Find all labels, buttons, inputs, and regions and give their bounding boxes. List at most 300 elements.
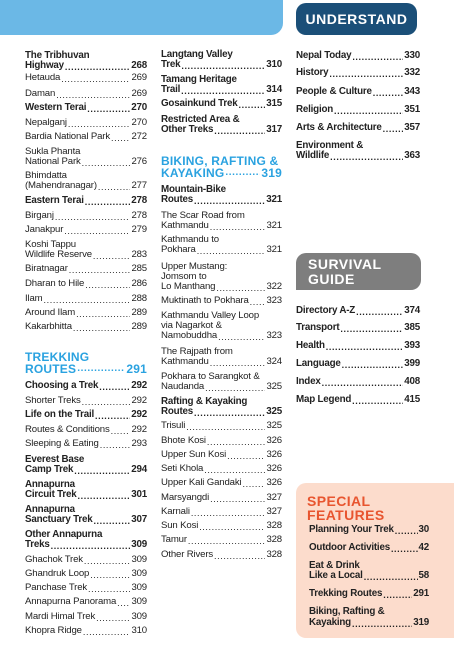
- toc-entry[interactable]: [25, 626, 147, 637]
- page-number: 385: [404, 322, 420, 333]
- toc-entry[interactable]: [25, 597, 147, 608]
- page-number: 277: [131, 180, 147, 191]
- toc-entry[interactable]: [25, 250, 147, 261]
- dot-leader: [194, 408, 265, 418]
- dot-leader: [85, 280, 130, 290]
- entry-label: Karnali: [161, 506, 190, 517]
- toc-entry[interactable]: [161, 221, 282, 232]
- entry-label: Birganj: [25, 210, 54, 221]
- entry-label: Ghachok Trek: [25, 554, 83, 565]
- toc-entry[interactable]: [161, 407, 282, 418]
- page-number: 326: [266, 435, 282, 446]
- dot-leader: [74, 466, 130, 476]
- toc-entry[interactable]: [309, 618, 429, 629]
- dot-leader: [199, 522, 265, 532]
- entry-label: Western Terai: [25, 102, 87, 113]
- page-number: 309: [131, 611, 147, 622]
- toc-entry[interactable]: [296, 51, 420, 62]
- page-number: 288: [131, 293, 147, 304]
- page-number: 323: [266, 330, 282, 341]
- page-number: 326: [266, 477, 282, 488]
- section-title-line2: ROUTES: [25, 362, 77, 376]
- entry-label: Trisuli: [161, 420, 186, 431]
- entry-label: Koshi Tappu: [25, 239, 76, 250]
- toc-entry[interactable]: [296, 123, 420, 134]
- toc-entry[interactable]: [25, 211, 147, 222]
- entry-label: People & Culture: [296, 86, 372, 97]
- toc-entry[interactable]: [161, 535, 282, 546]
- toc-entry[interactable]: [296, 151, 420, 162]
- toc-entry[interactable]: [25, 396, 147, 407]
- page-number: 328: [266, 549, 282, 560]
- entry-label: (Mahendranagar): [25, 180, 97, 191]
- page-number: 408: [404, 376, 420, 387]
- page-number: 272: [131, 131, 147, 142]
- page-number: 42: [418, 542, 429, 553]
- dot-leader: [69, 265, 131, 275]
- page-number: 325: [266, 420, 282, 431]
- entry-label: Biratnagar: [25, 263, 68, 274]
- entry-label: Annapurna: [25, 504, 75, 515]
- entry-label: Pokhara to Sarangkot &: [161, 371, 260, 382]
- page-number: 332: [404, 67, 420, 78]
- entry-label: Language: [296, 358, 341, 369]
- dot-leader: [88, 584, 130, 594]
- page-number: 357: [404, 122, 420, 133]
- special-title-line1: SPECIAL: [307, 493, 371, 509]
- entry-label: Everest Base: [25, 454, 85, 465]
- entry-label: Bhimdatta: [25, 170, 67, 181]
- page-number: 399: [404, 358, 420, 369]
- entry-label: Jomsom to: [161, 271, 207, 282]
- toc-entry[interactable]: [25, 465, 147, 476]
- page-number: 269: [131, 88, 147, 99]
- page-number: 328: [266, 520, 282, 531]
- dot-leader: [352, 396, 403, 406]
- entry-label: Trek: [161, 59, 181, 70]
- page-number: 283: [131, 249, 147, 260]
- entry-label: Kathmandu Valley Loop: [161, 310, 260, 321]
- entry-label: Upper Kali Gandaki: [161, 477, 242, 488]
- page-number: 276: [131, 156, 147, 167]
- toc-entry[interactable]: [296, 377, 420, 388]
- special-title-line2: FEATURES: [307, 507, 385, 523]
- toc-entry[interactable]: [25, 425, 147, 436]
- dot-leader: [210, 358, 266, 368]
- entry-label: Outdoor Activities: [309, 542, 390, 553]
- entry-label: Kathmandu: [161, 220, 209, 231]
- entry-label: Pokhara: [161, 244, 196, 255]
- dot-leader: [56, 90, 130, 100]
- page-number: 278: [131, 195, 147, 206]
- dot-leader: [44, 295, 131, 305]
- toc-entry[interactable]: [161, 550, 282, 561]
- entry-label: Daman: [25, 88, 56, 99]
- page-number: 278: [131, 210, 147, 221]
- dot-leader: [218, 332, 265, 342]
- page-number: 307: [131, 514, 147, 525]
- dot-leader: [96, 613, 130, 623]
- survival-title-line2: GUIDE: [308, 271, 355, 287]
- page-number: 325: [266, 406, 282, 417]
- entry-label: Bhote Kosi: [161, 435, 206, 446]
- entry-label: Routes & Conditions: [25, 424, 110, 435]
- toc-entry[interactable]: [25, 540, 147, 551]
- page-number: 286: [131, 278, 147, 289]
- entry-label: Directory A-Z: [296, 305, 356, 316]
- page-number: 351: [404, 104, 420, 115]
- entry-label: Religion: [296, 104, 334, 115]
- dot-leader: [82, 158, 131, 168]
- entry-label: Sanctuary Trek: [25, 514, 93, 525]
- page-number: 374: [404, 305, 420, 316]
- entry-label: Around Ilam: [25, 307, 76, 318]
- dot-leader: [352, 52, 403, 62]
- dot-leader: [181, 86, 265, 96]
- toc-entry[interactable]: [25, 103, 147, 114]
- entry-label: Kathmandu: [161, 356, 209, 367]
- dot-leader: [55, 212, 131, 222]
- entry-label: Other Rivers: [161, 549, 214, 560]
- toc-entry[interactable]: [25, 410, 147, 421]
- dot-leader: [99, 382, 130, 392]
- entry-label: Tamur: [161, 534, 187, 545]
- toc-entry[interactable]: [161, 357, 282, 368]
- page-number: 343: [404, 86, 420, 97]
- dot-leader: [216, 283, 265, 293]
- entry-label: Eastern Terai: [25, 195, 84, 206]
- dot-leader: [243, 479, 266, 489]
- dot-leader: [342, 360, 404, 370]
- page-number: 292: [131, 380, 147, 391]
- understand-banner[interactable]: UNDERSTAND: [296, 3, 417, 35]
- entry-label: Mardi Himal Trek: [25, 611, 96, 622]
- page-number: 326: [266, 463, 282, 474]
- toc-entry[interactable]: [25, 322, 147, 333]
- dot-leader: [90, 570, 130, 580]
- page-number: 323: [266, 295, 282, 306]
- dot-leader: [82, 397, 131, 407]
- toc-entry[interactable]: [309, 571, 429, 582]
- page-number: 325: [266, 381, 282, 392]
- dot-leader: [87, 104, 130, 114]
- toc-entry[interactable]: [161, 195, 282, 206]
- entry-label: Naudanda: [161, 381, 205, 392]
- page-number: 309: [131, 539, 147, 550]
- entry-label: Restricted Area &: [161, 114, 240, 125]
- toc-entry[interactable]: [161, 450, 282, 461]
- top-color-bar: [0, 0, 283, 35]
- toc-entry[interactable]: [161, 296, 282, 307]
- toc-entry[interactable]: [161, 60, 282, 71]
- dot-leader: [207, 437, 266, 447]
- page-number: 289: [131, 321, 147, 332]
- entry-label: Trekking Routes: [309, 588, 383, 599]
- entry-label: The Rajpath from: [161, 346, 233, 357]
- toc-entry[interactable]: [25, 73, 147, 84]
- page-number: 285: [131, 263, 147, 274]
- toc-entry[interactable]: [25, 225, 147, 236]
- entry-label: Annapurna Panorama: [25, 596, 117, 607]
- entry-label: Sleeping & Eating: [25, 438, 99, 449]
- entry-label: History: [296, 67, 329, 78]
- entry-label: Eat & Drink: [309, 560, 360, 571]
- dot-leader: [191, 508, 266, 518]
- entry-label: Shorter Treks: [25, 395, 81, 406]
- entry-label: Panchase Trek: [25, 582, 88, 593]
- toc-entry[interactable]: [25, 583, 147, 594]
- page-number: 415: [404, 394, 420, 405]
- dot-leader: [93, 516, 130, 526]
- dot-leader: [100, 440, 131, 450]
- dot-leader: [77, 363, 125, 375]
- entry-label: Like a Local: [309, 570, 363, 581]
- page-number: 326: [266, 449, 282, 460]
- entry-label: Choosing a Trek: [25, 380, 99, 391]
- toc-entry[interactable]: [25, 294, 147, 305]
- dot-leader: [197, 246, 266, 256]
- toc-entry[interactable]: [161, 521, 282, 532]
- entry-label: Mountain-Bike: [161, 184, 226, 195]
- dot-leader: [395, 526, 418, 536]
- toc-entry[interactable]: [25, 612, 147, 623]
- entry-label: Arts & Architecture: [296, 122, 382, 133]
- page-number: 330: [404, 50, 420, 61]
- entry-label: Lo Manthang: [161, 281, 216, 292]
- toc-entry[interactable]: [25, 490, 147, 501]
- dot-leader: [61, 74, 130, 84]
- page-number: 293: [131, 438, 147, 449]
- page-number: 291: [413, 588, 429, 599]
- entry-label: Wildlife: [296, 150, 330, 161]
- toc-entry[interactable]: [25, 381, 147, 392]
- page-number: 292: [131, 424, 147, 435]
- page-number: 309: [131, 568, 147, 579]
- entry-label: Nepal Today: [296, 50, 352, 61]
- dot-leader: [239, 100, 266, 110]
- toc-entry[interactable]: [296, 105, 420, 116]
- dot-leader: [210, 494, 265, 504]
- section-page-number: 319: [261, 166, 282, 180]
- entry-label: Treks: [25, 539, 50, 550]
- dot-leader: [330, 152, 403, 162]
- dot-leader: [356, 307, 403, 317]
- survival-guide-banner[interactable]: [296, 253, 421, 290]
- dot-leader: [78, 491, 131, 501]
- entry-label: The Scar Road from: [161, 210, 245, 221]
- dot-leader: [383, 590, 412, 600]
- toc-entry[interactable]: [296, 87, 420, 98]
- entry-label: Langtang Valley: [161, 49, 233, 60]
- toc-entry[interactable]: [296, 395, 420, 406]
- dot-leader: [204, 465, 265, 475]
- toc-entry[interactable]: [25, 279, 147, 290]
- toc-entry[interactable]: [296, 341, 420, 352]
- page-number: 317: [266, 124, 282, 135]
- dot-leader: [111, 426, 131, 436]
- entry-label: Transport: [296, 322, 340, 333]
- toc-entry[interactable]: [161, 507, 282, 518]
- entry-label: Upper Mustang:: [161, 261, 228, 272]
- page-number: 270: [131, 117, 147, 128]
- toc-entry[interactable]: [25, 181, 147, 192]
- entry-label: Sukla Phanta: [25, 146, 81, 157]
- toc-entry[interactable]: [161, 421, 282, 432]
- toc-entry[interactable]: [25, 118, 147, 129]
- toc-entry[interactable]: [296, 359, 420, 370]
- toc-entry[interactable]: [161, 464, 282, 475]
- entry-label: Upper Sun Kosi: [161, 449, 227, 460]
- entry-label: Marsyangdi: [161, 492, 210, 503]
- toc-entry[interactable]: [161, 331, 282, 342]
- entry-label: Other Treks: [161, 124, 214, 135]
- toc-entry[interactable]: [25, 515, 147, 526]
- dot-leader: [117, 598, 130, 608]
- entry-label: Janakpur: [25, 224, 64, 235]
- page-number: 324: [266, 356, 282, 367]
- section-title-line1: TREKKING: [25, 350, 90, 364]
- entry-label: Namobuddha: [161, 330, 218, 341]
- toc-entry[interactable]: [25, 569, 147, 580]
- entry-label: Bardia National Park: [25, 131, 110, 142]
- toc-entry[interactable]: [161, 436, 282, 447]
- entry-label: Wildlife Reserve: [25, 249, 92, 260]
- page-number: 328: [266, 534, 282, 545]
- page-number: 327: [266, 506, 282, 517]
- section-heading[interactable]: [161, 155, 282, 179]
- toc-entry[interactable]: [25, 61, 147, 72]
- page-number: 319: [413, 617, 429, 628]
- toc-entry[interactable]: [161, 282, 282, 293]
- toc-entry[interactable]: [161, 478, 282, 489]
- page-number: 270: [131, 102, 147, 113]
- dot-leader: [111, 133, 130, 143]
- dot-leader: [214, 126, 265, 136]
- entry-label: Biking, Rafting &: [309, 606, 385, 617]
- dot-leader: [205, 383, 265, 393]
- entry-label: Routes: [161, 194, 194, 205]
- page-number: 292: [131, 395, 147, 406]
- toc-entry[interactable]: [309, 589, 429, 600]
- dot-leader: [51, 541, 131, 551]
- entry-label: Other Annapurna: [25, 529, 103, 540]
- toc-entry[interactable]: [161, 99, 282, 110]
- toc-entry[interactable]: [161, 85, 282, 96]
- page-number: 314: [266, 84, 282, 95]
- entry-label: Index: [296, 376, 321, 387]
- page-number: 322: [266, 281, 282, 292]
- dot-leader: [329, 69, 403, 79]
- toc-entry[interactable]: [161, 493, 282, 504]
- dot-leader: [93, 251, 131, 261]
- dot-leader: [98, 182, 131, 192]
- toc-entry[interactable]: [309, 525, 429, 536]
- page-number: 292: [131, 409, 147, 420]
- page-number: 315: [266, 98, 282, 109]
- entry-label: Health: [296, 340, 325, 351]
- dot-leader: [186, 422, 265, 432]
- entry-label: National Park: [25, 156, 81, 167]
- toc-entry[interactable]: [25, 555, 147, 566]
- entry-label: Rafting & Kayaking: [161, 396, 248, 407]
- entry-label: Kakarbhitta: [25, 321, 72, 332]
- entry-label: Ilam: [25, 293, 43, 304]
- entry-label: Muktinath to Pokhara: [161, 295, 249, 306]
- entry-label: Hetauda: [25, 72, 61, 83]
- toc-entry[interactable]: [296, 306, 420, 317]
- dot-leader: [65, 62, 130, 72]
- entry-label: Map Legend: [296, 394, 352, 405]
- toc-entry-line: [309, 607, 429, 618]
- entry-label: The Tribhuvan: [25, 50, 90, 61]
- dot-leader: [188, 536, 266, 546]
- dot-leader: [322, 378, 404, 388]
- entry-label: Sun Kosi: [161, 520, 199, 531]
- entry-label: Annapurna: [25, 479, 75, 490]
- dot-leader: [227, 451, 265, 461]
- entry-label: via Nagarkot &: [161, 320, 222, 331]
- dot-leader: [210, 222, 266, 232]
- entry-label: Ghandruk Loop: [25, 568, 90, 579]
- entry-label: Tamang Heritage: [161, 74, 237, 85]
- page-number: 269: [131, 72, 147, 83]
- page-number: 321: [266, 220, 282, 231]
- page-number: 321: [266, 194, 282, 205]
- dot-leader: [364, 572, 418, 582]
- dot-leader: [340, 324, 403, 334]
- toc-entry[interactable]: [309, 543, 429, 554]
- page-number: 279: [131, 224, 147, 235]
- dot-leader: [326, 342, 404, 352]
- toc-entry[interactable]: [25, 132, 147, 143]
- toc-entry[interactable]: [161, 125, 282, 136]
- entry-label: Life on the Trail: [25, 409, 94, 420]
- section-heading[interactable]: [25, 351, 147, 375]
- entry-label: Routes: [161, 406, 194, 417]
- entry-label: Camp Trek: [25, 464, 74, 475]
- page-number: 393: [404, 340, 420, 351]
- dot-leader: [68, 119, 131, 129]
- page-number: 327: [266, 492, 282, 503]
- entry-label: Environment &: [296, 140, 364, 151]
- dot-leader: [181, 61, 265, 71]
- page-number: 309: [131, 582, 147, 593]
- dot-leader: [83, 627, 131, 637]
- entry-label: Dharan to Hile: [25, 278, 85, 289]
- toc-entry[interactable]: [25, 439, 147, 450]
- entry-label: Khopra Ridge: [25, 625, 82, 636]
- dot-leader: [194, 196, 265, 206]
- toc-entry[interactable]: [25, 157, 147, 168]
- toc-entry[interactable]: [25, 308, 147, 319]
- toc-entry[interactable]: [161, 382, 282, 393]
- toc-entry[interactable]: [296, 68, 420, 79]
- page-number: 289: [131, 307, 147, 318]
- entry-label: Trail: [161, 84, 181, 95]
- toc-entry[interactable]: [25, 89, 147, 100]
- toc-entry[interactable]: [161, 245, 282, 256]
- page-number: 301: [131, 489, 147, 500]
- section-title-line1: BIKING, RAFTING &: [161, 154, 279, 168]
- page-number: 321: [266, 244, 282, 255]
- toc-entry[interactable]: [25, 196, 147, 207]
- page-number: 309: [131, 596, 147, 607]
- toc-entry[interactable]: [25, 264, 147, 275]
- entry-label: Kayaking: [309, 617, 351, 628]
- entry-label: Kathmandu to: [161, 234, 219, 245]
- toc-entry[interactable]: [296, 323, 420, 334]
- page-number: 30: [418, 524, 429, 535]
